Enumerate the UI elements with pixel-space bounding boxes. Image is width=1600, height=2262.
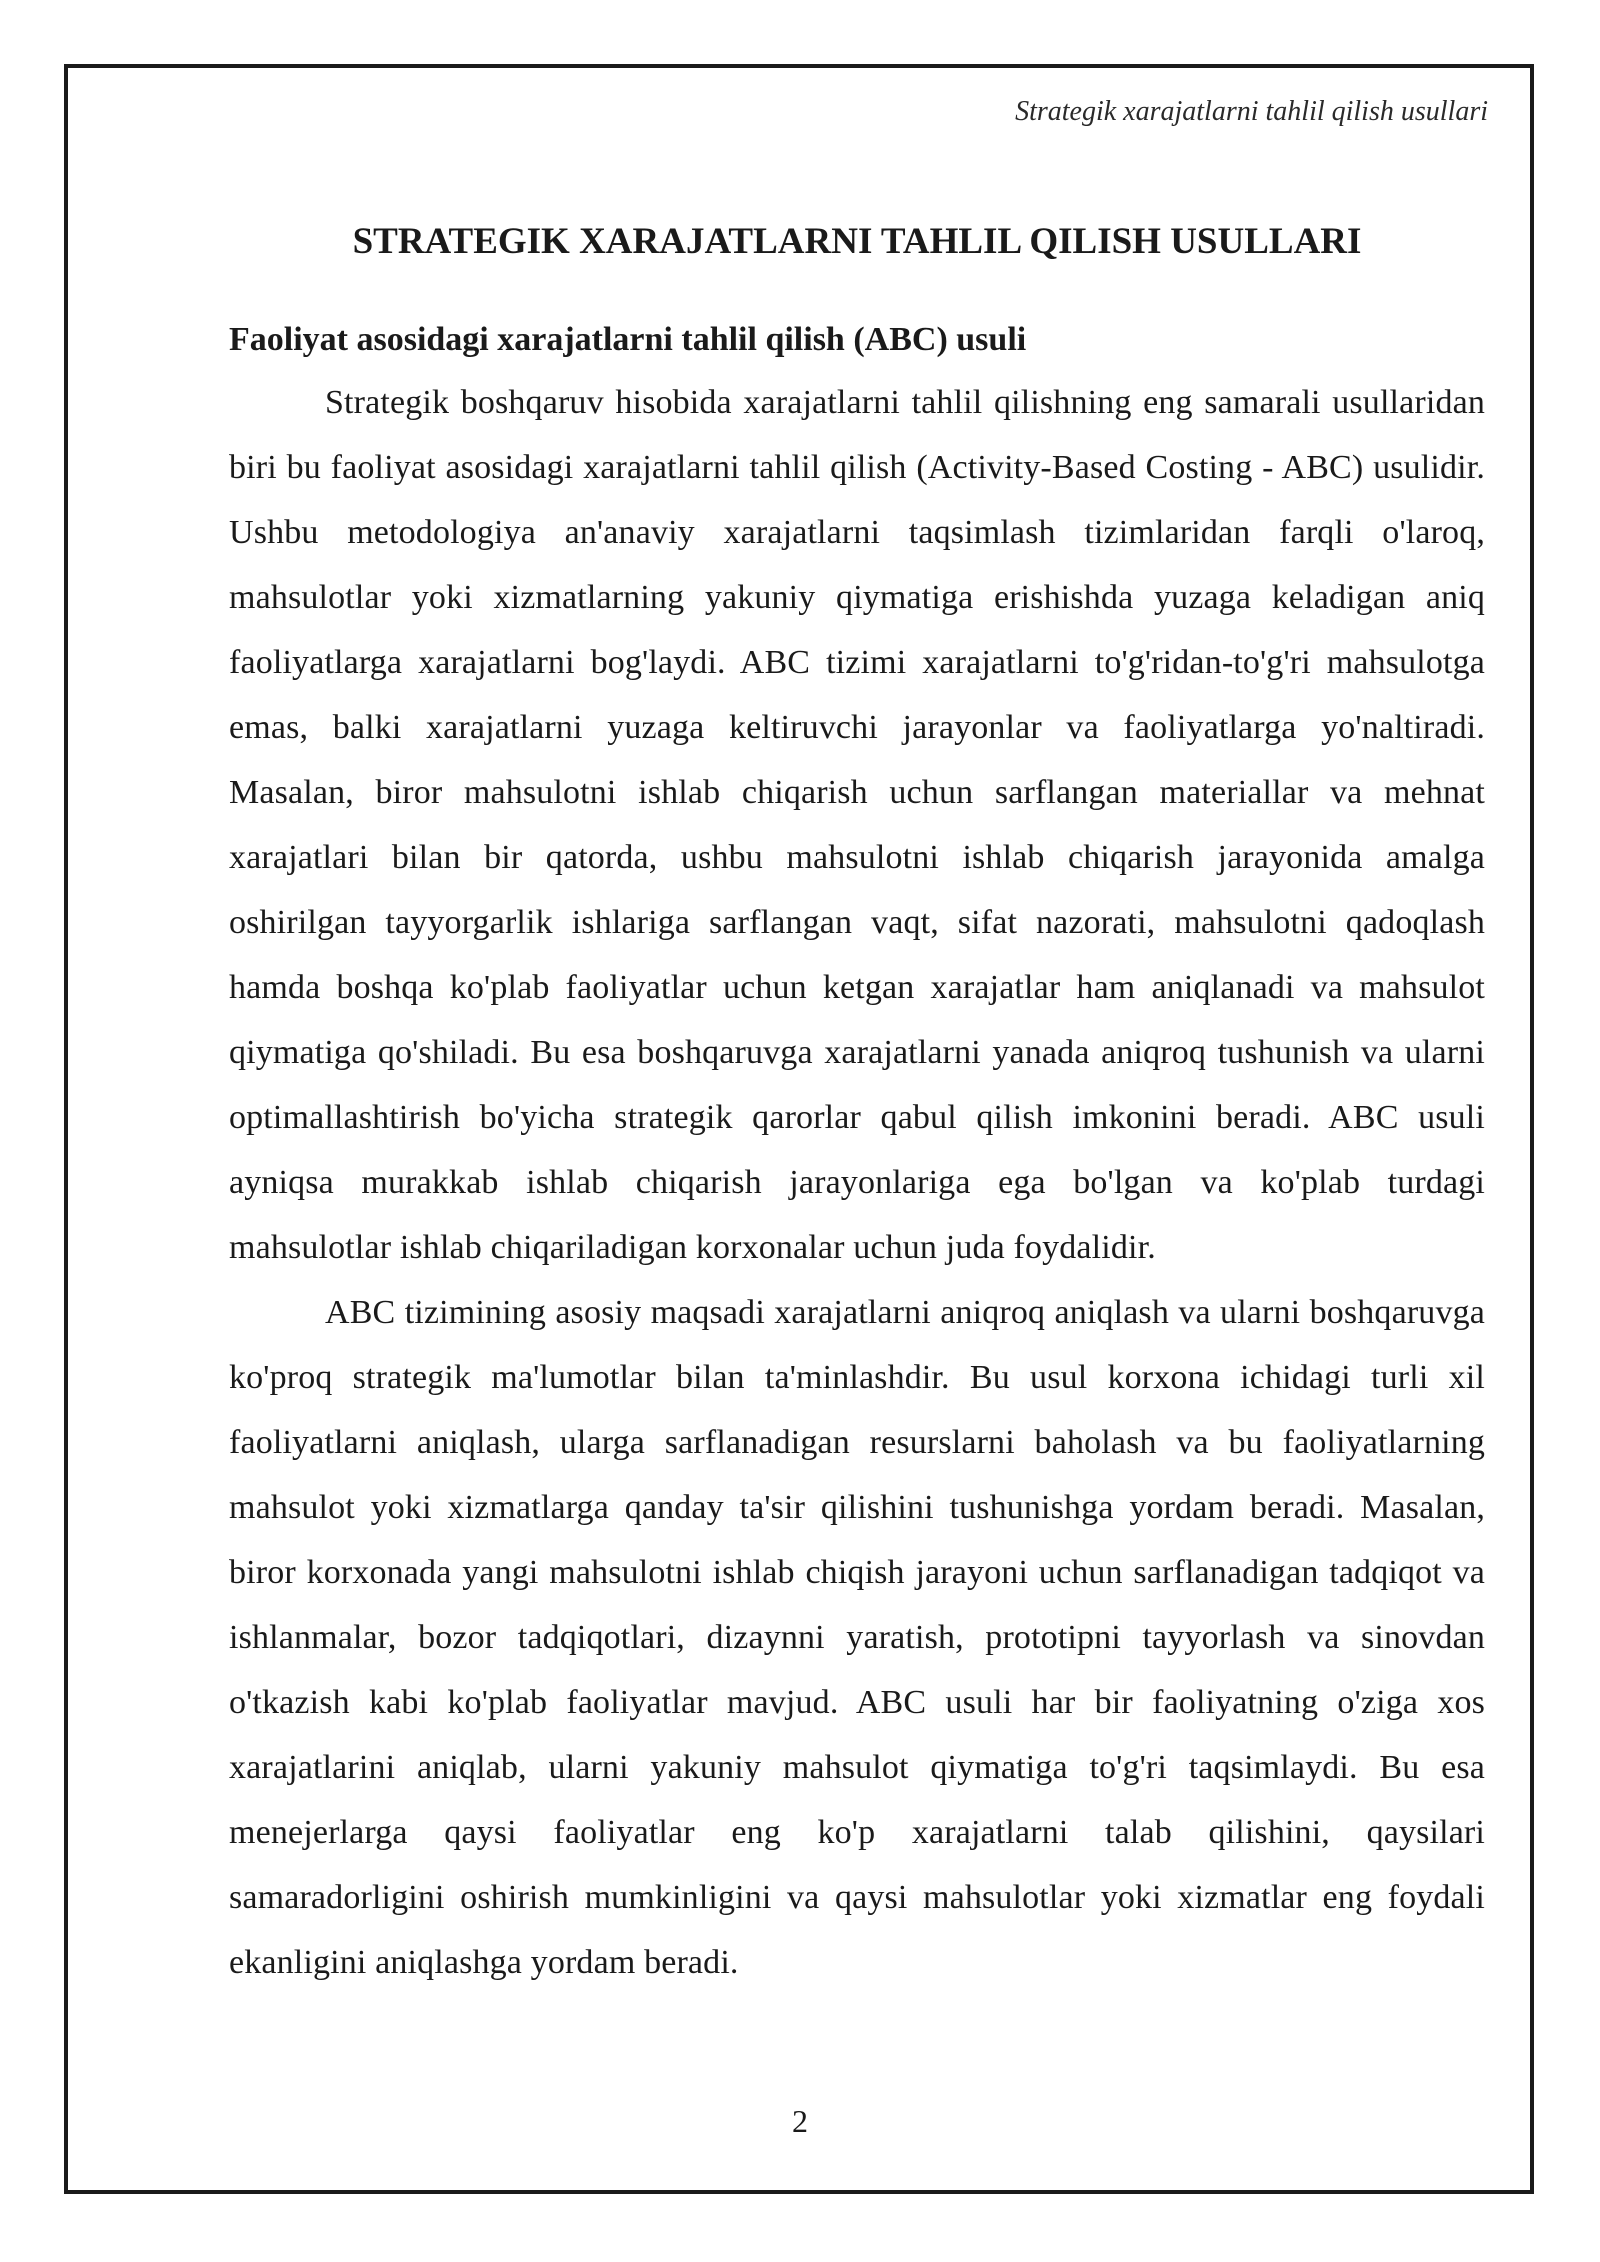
body-paragraph-1: Strategik boshqaruv hisobida xarajatlarni tahlil qilishning eng samarali usullaridan biri bu faoliyat asosidagi xarajatlarni tahlil qilish (Activity-Based Costing - ABC) usulidir. Ushbu metodologiya an'anaviy xarajatlarni taqsimlash tizimlaridan farqli o'laroq, mahsulotlar yoki xizmatlarning yakuniy qiymatiga erishishda yuzaga keladigan aniq faoliyatlarga xarajatlarni bog'laydi. ABC tizimi xarajatlarni to'g'ridan-to'g'ri mahsulotga emas, balki xarajatlarni yuzaga keltiruvchi jarayonlar va faoliyatlarga yo'naltiradi. Masalan, biror mahsulotni ishlab chiqarish uchun sarflangan materiallar va mehnat xarajatlari bilan bir qatorda, ushbu mahsulotni ishlab chiqarish jarayonida amalga oshirilgan tayyorgarlik ishlariga sarflangan vaqt, sifat nazorati, mahsulotni qadoqlash hamda boshqa ko'plab faoliyatlar uchun ketgan xarajatlar ham aniqlanadi va mahsulot qiymatiga qo'shiladi. Bu esa boshqaruvga xarajatlarni yanada aniqroq tushunish va ularni optimallashtirish bo'yicha strategik qarorlar qabul qilish imkonini beradi. ABC usuli ayniqsa murakkab ishlab chiqarish jarayonlariga ega bo'lgan va ko'plab turdagi mahsulotlar ishlab chiqariladigan korxonalar uchun juda foydalidir. — [229, 384, 1485, 1267]
body-paragraph-2: ABC tizimining asosiy maqsadi xarajatlarni aniqroq aniqlash va ularni boshqaruvga ko'proq strategik ma'lumotlar bilan ta'minlashdir. Bu usul korxona ichidagi turli xil faoliyatlarni aniqlash, ularga sarflanadigan resurslarni baholash va bu faoliyatlarning mahsulot yoki xizmatlarga qanday ta'sir qilishini tushunishga yordam beradi. Masalan, biror korxonada yangi mahsulotni ishlab chiqish jarayoni uchun sarflanadigan tadqiqot va ishlanmalar, bozor tadqiqotlari, dizaynni yaratish, prototipni tayyorlash va sinovdan o'tkazish kabi ko'plab faoliyatlar mavjud. ABC usuli har bir faoliyatning o'ziga xos xarajatlarini aniqlab, ularni yakuniy mahsulot qiymatiga to'g'ri taqsimlaydi. Bu esa menejerlarga qaysi faoliyatlar eng ko'p xarajatlarni talab qilishini, qaysilari samaradorligini oshirish mumkinligini va qaysi mahsulotlar yoki xizmatlar eng foydali ekanligini aniqlashga yordam beradi. — [229, 1294, 1485, 1982]
document-body — [229, 208, 1485, 1995]
running-header: Strategik xarajatlarni tahlil qilish usullari — [1015, 96, 1488, 127]
page-number: 2 — [792, 2103, 808, 2139]
document-title: STRATEGIK XARAJATLARNI TAHLIL QILISH USULLARI — [352, 221, 1362, 262]
section-heading: Faoliyat asosidagi xarajatlarni tahlil qilish (ABC) usuli — [229, 321, 1027, 359]
